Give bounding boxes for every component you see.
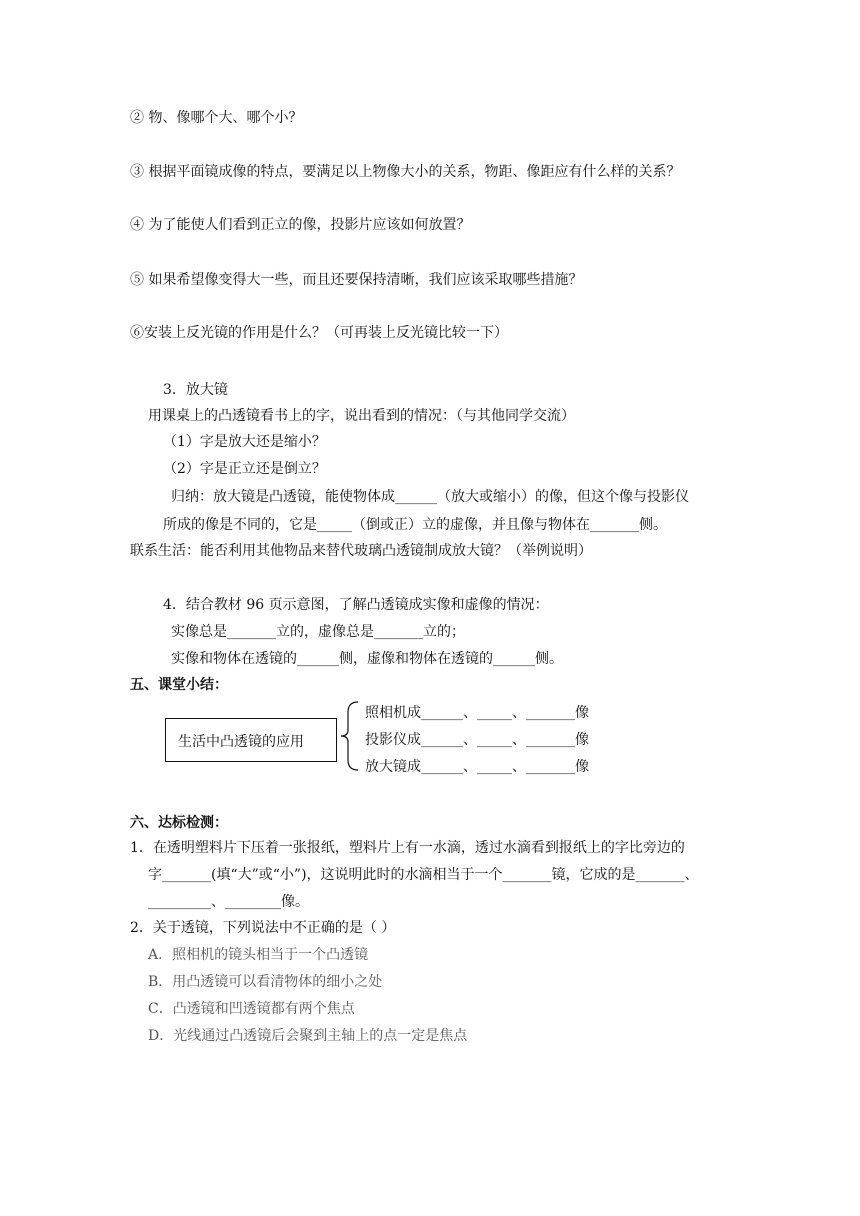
- magnifier-sub-1: （1）字是放大还是缩小？: [163, 434, 326, 450]
- textbook-line-2: 实像和物体在透镜的______侧，虚像和物体在透镜的______侧。: [171, 651, 563, 667]
- test-heading: 六、达标检测：: [130, 815, 228, 831]
- magnifier-conclusion-2: 所成的像是不同的，它是_____（倒或正）立的虚像，并且像与物体在_______侧。: [163, 517, 667, 533]
- question-6: ⑥安装上反光镜的作用是什么？（可再装上反光镜比较一下）: [130, 325, 508, 341]
- test-option-d: D．光线通过凸透镜后会聚到主轴上的点一定是焦点: [148, 1028, 468, 1044]
- summary-heading: 五、课堂小结：: [130, 677, 228, 693]
- magnifier-conclusion-1: 归纳：放大镜是凸透镜，能使物体成______（放大或缩小）的像，但这个像与投影仪: [171, 489, 689, 505]
- magnifier-intro: 用课桌上的凸透镜看书上的字，说出看到的情况：（与其他同学交流）: [148, 408, 575, 424]
- magnifier-heading: 3．放大镜: [163, 382, 228, 398]
- question-3: ③ 根据平面镜成像的特点，要满足以上物像大小的关系，物距、像距应有什么样的关系？: [130, 164, 681, 180]
- magnifier-life: 联系生活：能否利用其他物品来替代玻璃凸透镜制成放大镜？（举例说明）: [130, 543, 592, 559]
- summary-item-magnifier: 放大镜成______、_____、_______像: [365, 759, 589, 775]
- test-q2: 2．关于透镜，下列说法中不正确的是（ ）: [130, 920, 396, 936]
- summary-box-label: 生活中凸透镜的应用: [178, 734, 304, 750]
- test-option-c: C．凸透镜和凹透镜都有两个焦点: [148, 1001, 355, 1017]
- curly-brace-icon: [338, 700, 360, 772]
- question-5: ⑤ 如果希望像变得大一些，而且还要保持清晰，我们应该采取哪些措施？: [130, 272, 583, 288]
- summary-item-projector: 投影仪成______、_____、_______像: [365, 732, 589, 748]
- summary-box: [165, 718, 337, 762]
- test-option-a: A．照相机的镜头相当于一个凸透镜: [148, 947, 369, 963]
- summary-item-camera: 照相机成______、_____、_______像: [365, 705, 589, 721]
- question-4: ④ 为了能使人们看到正立的像，投影片应该如何放置？: [130, 217, 471, 233]
- test-option-b: B．用凸透镜可以看清物体的细小之处: [148, 974, 383, 990]
- test-q1-line-3: _________、________像。: [148, 894, 309, 910]
- textbook-heading: 4．结合教材 96 页示意图，了解凸透镜成实像和虚像的情况：: [163, 597, 549, 613]
- test-q1-line-2: 字_______(填“大”或“小”)，这说明此时的水滴相当于一个_______镜，它成的是_______、: [148, 867, 699, 883]
- textbook-line-1: 实像总是_______立的，虚像总是_______立的；: [171, 624, 465, 640]
- question-2: ② 物、像哪个大、哪个小？: [130, 110, 303, 126]
- test-q1-line-1: 1．在透明塑料片下压着一张报纸，塑料片上有一水滴，透过水滴看到报纸上的字比旁边的: [130, 840, 685, 856]
- magnifier-sub-2: （2）字是正立还是倒立？: [163, 461, 326, 477]
